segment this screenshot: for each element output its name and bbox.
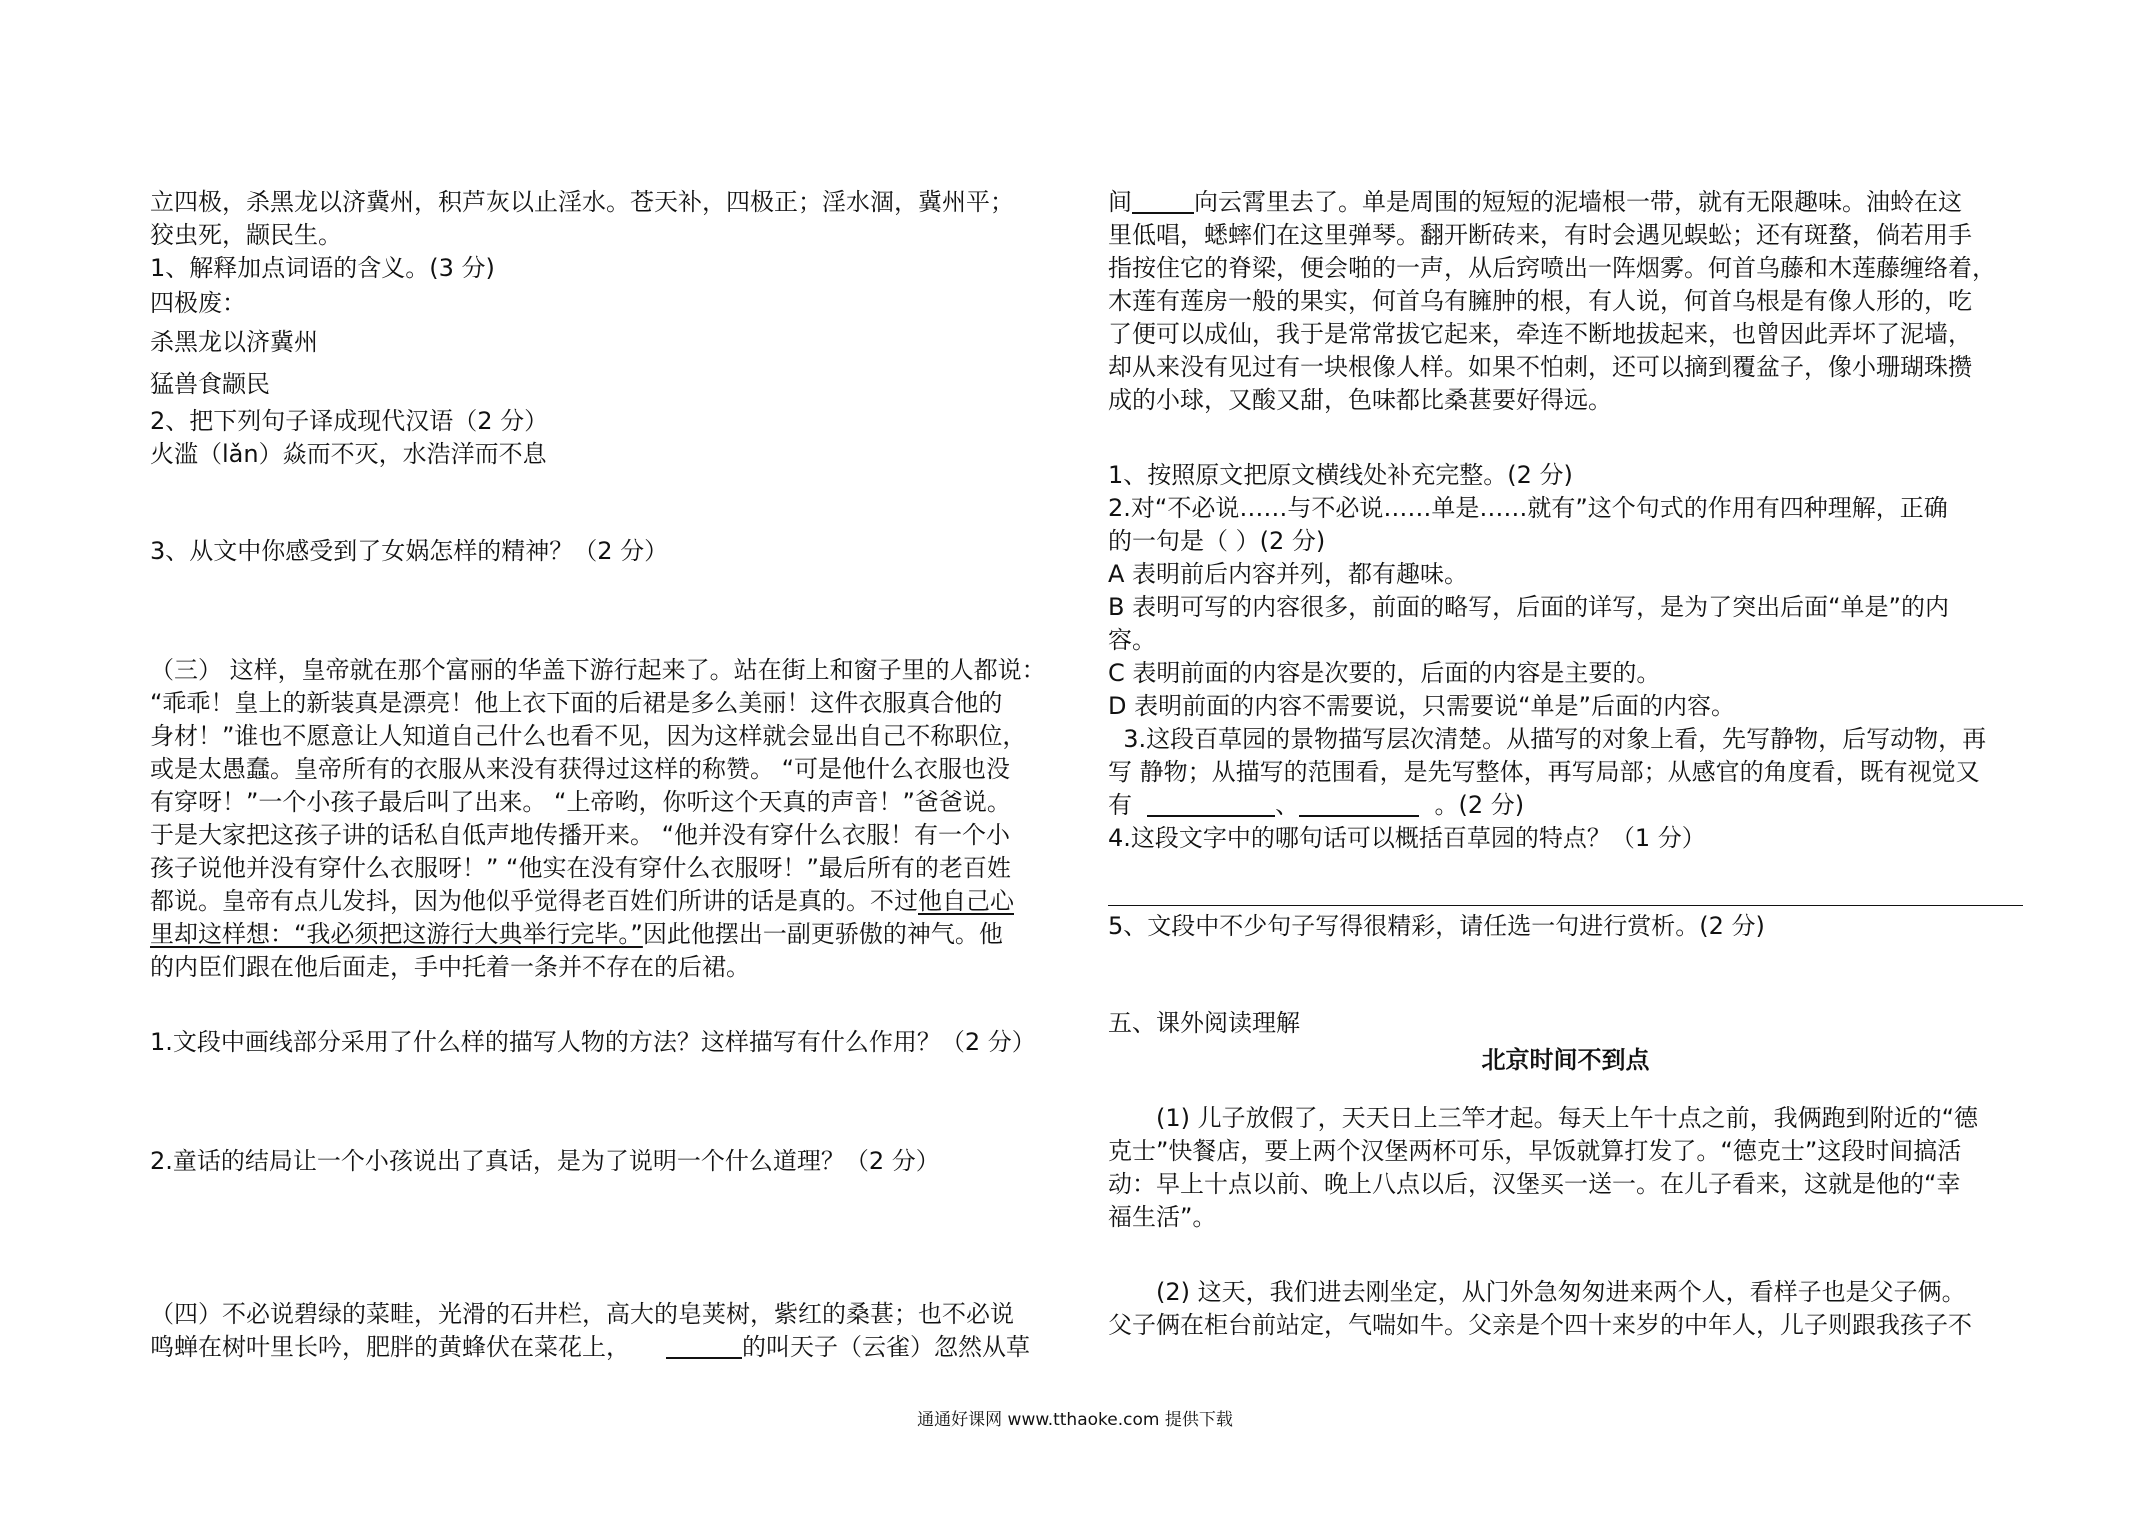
paragraph-line: 父子俩在柜台前站定，气喘如牛。父亲是个四十来岁的中年人，儿子则跟我孩子不 bbox=[1108, 1311, 1972, 1339]
passage-line: 成的小球，又酸又甜，色味都比桑葚要好得远。 bbox=[1108, 386, 1612, 414]
question-2-line-2: 的一句是（ ）(2 分) bbox=[1108, 527, 1326, 555]
question-3-line-1: 3.这段百草园的景物描写层次清楚。从描写的对象上看，先写静物，后写动物，再 bbox=[1108, 725, 1987, 753]
underlined-sentence-a: 他自己心 bbox=[918, 887, 1014, 915]
passage-line: 里却这样想：“我必须把这游行大典举行完毕。”因此他摆出一副更骄傲的神气。他 bbox=[150, 920, 1003, 948]
passage-line: “乖乖！皇上的新装真是漂亮！他上衣下面的后裙是多么美丽！这件衣服真合他的 bbox=[150, 689, 1003, 717]
option-b-cont: 容。 bbox=[1108, 626, 1156, 654]
question-3-line-2: 写 静物；从描写的范围看，是先写整体，再写局部；从感官的角度看，既有视觉又 bbox=[1108, 758, 1980, 786]
paragraph-line: 福生活”。 bbox=[1108, 1203, 1217, 1231]
option-d: D 表明前面的内容不需要说，只需要说“单是”后面的内容。 bbox=[1108, 692, 1735, 720]
question-2-line-1: 2.对“不必说……与不必说……单是……就有”这个句式的作用有四种理解，正确 bbox=[1108, 494, 1948, 522]
paragraph-line: (2) 这天，我们进去刚坐定，从门外急匆匆进来两个人，看样子也是父子俩。 bbox=[1156, 1278, 1966, 1306]
right-column bbox=[1108, 186, 2023, 1342]
section-3-question-1: 1.文段中画线部分采用了什么样的描写人物的方法？这样描写有什么作用？（2 分） bbox=[150, 1028, 1036, 1056]
passage-line: 孩子说他并没有穿什么衣服呀！” “他实在没有穿什么衣服呀！”最后所有的老百姓 bbox=[150, 854, 1011, 882]
passage-line: （三） 这样，皇帝就在那个富丽的华盖下游行起来了。站在街上和窗子里的人都说： bbox=[150, 656, 1046, 684]
option-c: C 表明前面的内容是次要的，后面的内容是主要的。 bbox=[1108, 659, 1661, 687]
passage-line: 或是太愚蠢。皇帝所有的衣服从来没有获得过这样的称赞。 “可是他什么衣服也没 bbox=[150, 755, 1011, 783]
passage-line: 了便可以成仙，我于是常常拔它起来，牵连不断地拔起来，也曾因此弄坏了泥墙， bbox=[1108, 320, 1972, 348]
underlined-sentence-b: 里却这样想：“我必须把这游行大典举行完毕。” bbox=[150, 920, 643, 948]
question-3-line-3: 有 、 。(2 分) bbox=[1108, 791, 1525, 819]
question-5: 5、文段中不少句子写得很精彩，请任选一句进行赏析。(2 分) bbox=[1108, 912, 1765, 940]
q1-item-2: 杀黑龙以济冀州 bbox=[150, 328, 318, 356]
left-column bbox=[150, 186, 1070, 1364]
section-5-heading: 五、课外阅读理解 bbox=[1108, 1009, 1300, 1037]
fill-blank[interactable] bbox=[1132, 188, 1194, 214]
answer-line[interactable] bbox=[1108, 855, 2023, 906]
paragraph-2 bbox=[1108, 1276, 2023, 1342]
paragraph-line: 克士”快餐店，要上两个汉堡两杯可乐，早饭就算打发了。“德克士”这段时间搞活 bbox=[1108, 1137, 1962, 1165]
passage-line: 都说。皇帝有点儿发抖，因为他似乎觉得老百姓们所讲的话是真的。不过他自己心 bbox=[150, 887, 1014, 915]
page-footer: 通通好课网 www.tthaoke.com 提供下载 bbox=[917, 1410, 1233, 1430]
passage-line: 有穿呀！”一个小孩子最后叫了出来。 “上帝哟，你听这个天真的声音！”爸爸说。 bbox=[150, 788, 1011, 816]
passage-line: 里低唱，蟋蟀们在这里弹琴。翻开断砖来，有时会遇见蜈蚣；还有斑蝥，倘若用手 bbox=[1108, 221, 1972, 249]
section-4-line-1: （四）不必说碧绿的菜畦，光滑的石井栏，高大的皂荚树，紫红的桑葚；也不必说 bbox=[150, 1300, 1014, 1328]
q2-sentence: 火滥（lǎn）焱而不灭，水浩洋而不息 bbox=[150, 440, 547, 468]
fill-blank[interactable] bbox=[666, 1333, 742, 1359]
question-1: 1、解释加点词语的含义。(3 分) bbox=[150, 254, 495, 282]
passage-line: 却从来没有见过有一块根像人样。如果不怕刺，还可以摘到覆盆子，像小珊瑚珠攒 bbox=[1108, 353, 1972, 381]
section-4-line-2: 鸣蝉在树叶里长吟，肥胖的黄蜂伏在菜花上， 的叫天子（云雀）忽然从草 bbox=[150, 1333, 1030, 1361]
section-3-question-2: 2.童话的结局让一个小孩说出了真话，是为了说明一个什么道理？（2 分） bbox=[150, 1147, 940, 1175]
section-3-passage bbox=[150, 654, 1070, 984]
fill-blank[interactable] bbox=[1147, 791, 1275, 817]
passage-line: 于是大家把这孩子讲的话私自低声地传播开来。 “他并没有穿什么衣服！有一个小 bbox=[150, 821, 1011, 849]
section-4-cont-line: 间 向云霄里去了。单是周围的短短的泥墙根一带，就有无限趣味。油蛉在这 bbox=[1108, 188, 1962, 216]
passage-line: 身材！”谁也不愿意让人知道自己什么也看不见，因为这样就会显出自己不称职位， bbox=[150, 722, 1027, 750]
q1-item-1: 四极废： bbox=[150, 289, 246, 317]
option-a: A 表明前后内容并列，都有趣味。 bbox=[1108, 560, 1469, 588]
question-4: 4.这段文字中的哪句话可以概括百草园的特点？（1 分） bbox=[1108, 824, 1706, 852]
nvwa-line-1: 立四极，杀黑龙以济冀州，积芦灰以止淫水。苍天补，四极正；淫水涸，冀州平； bbox=[150, 188, 1014, 216]
paragraph-line: 动：早上十点以前、晚上八点以后，汉堡买一送一。在儿子看来，这就是他的“幸 bbox=[1108, 1170, 1961, 1198]
nvwa-line-2: 狡虫死，颛民生。 bbox=[150, 221, 342, 249]
passage-line: 指按住它的脊梁，便会啪的一声，从后窍喷出一阵烟雾。何首乌藤和木莲藤缠络着， bbox=[1108, 254, 1996, 282]
question-3: 3、从文中你感受到了女娲怎样的精神？（2 分） bbox=[150, 537, 669, 565]
paragraph-line: (1) 儿子放假了，天天日上三竿才起。每天上午十点之前，我俩跑到附近的“德 bbox=[1156, 1104, 1979, 1132]
passage-line: 木莲有莲房一般的果实，何首乌有臃肿的根，有人说，何首乌根是有像人形的，吃 bbox=[1108, 287, 1972, 315]
article-title: 北京时间不到点 bbox=[1481, 1046, 1650, 1074]
fill-blank[interactable] bbox=[1299, 791, 1419, 817]
q1-item-3: 猛兽食颛民 bbox=[150, 370, 270, 398]
paragraph-1 bbox=[1108, 1102, 2023, 1234]
question-1: 1、按照原文把原文横线处补充完整。(2 分) bbox=[1108, 461, 1573, 489]
option-b: B 表明可写的内容很多，前面的略写，后面的详写，是为了突出后面“单是”的内 bbox=[1108, 593, 1949, 621]
question-2: 2、把下列句子译成现代汉语（2 分） bbox=[150, 407, 549, 435]
passage-line: 的内臣们跟在他后面走，手中托着一条并不存在的后裙。 bbox=[150, 953, 750, 981]
